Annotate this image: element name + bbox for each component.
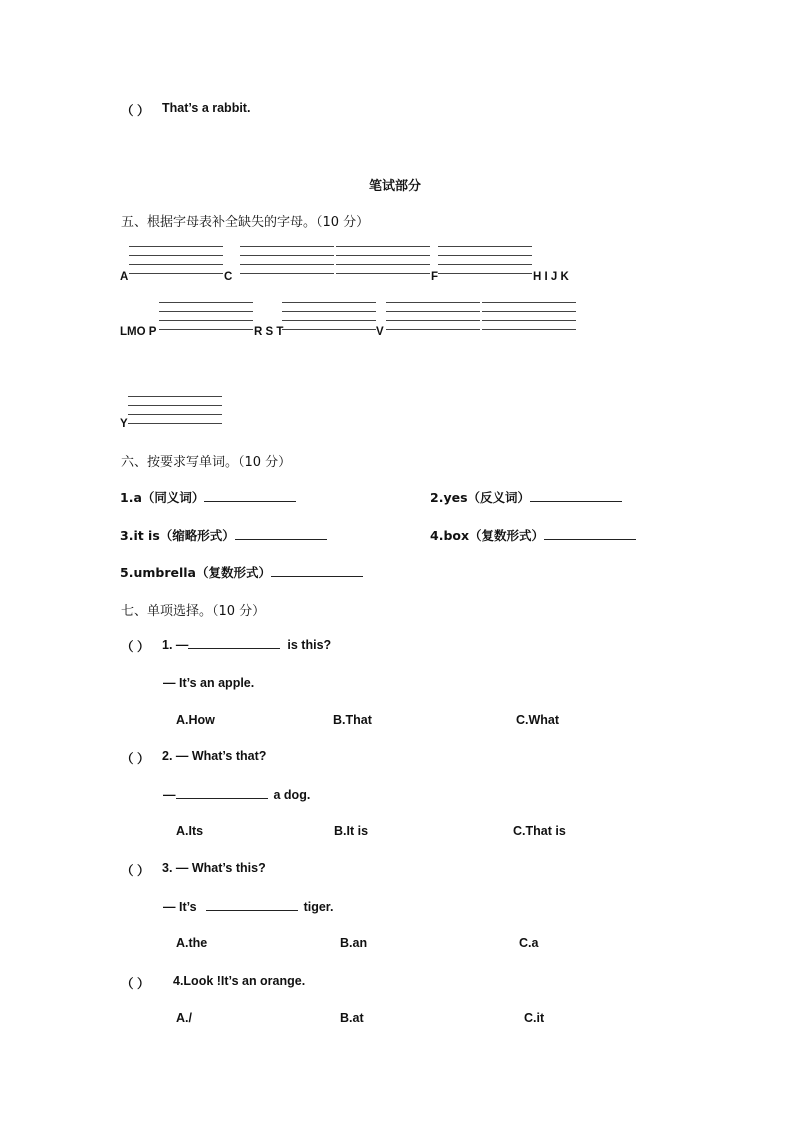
answer-blank[interactable] <box>530 490 622 502</box>
option-c[interactable]: C.it <box>524 1011 545 1025</box>
answer-blank[interactable] <box>271 565 363 577</box>
option-a[interactable]: A.How <box>176 713 215 727</box>
section-heading: 笔试部分 <box>369 179 422 194</box>
word-item-label: 1.a（同义词） <box>120 490 205 505</box>
answer-text: — It’s <box>163 900 197 914</box>
answer-blank[interactable] <box>176 787 268 799</box>
word-item <box>120 526 327 544</box>
stem-text: 1. — <box>162 638 189 652</box>
option-b[interactable]: B.It is <box>334 824 369 838</box>
letter-label: V <box>376 326 384 338</box>
writing-lines[interactable] <box>128 396 222 428</box>
writing-lines[interactable] <box>240 246 334 278</box>
answer-text: — <box>163 788 176 802</box>
writing-lines[interactable] <box>438 246 532 278</box>
question-paren: （ ） <box>121 864 150 878</box>
letter-label: H I J K <box>533 271 569 283</box>
writing-lines[interactable] <box>159 302 253 334</box>
option-b[interactable]: B.an <box>340 936 368 950</box>
question-paren: （ ） <box>121 640 150 654</box>
word-item-label: 2.yes（反义词） <box>430 490 531 505</box>
writing-lines[interactable] <box>129 246 223 278</box>
question-stem: 2. — What’s that? <box>162 749 267 763</box>
answer-blank[interactable] <box>188 637 280 649</box>
answer-blank[interactable] <box>206 899 298 911</box>
option-a[interactable]: A.Its <box>176 824 204 838</box>
word-item-label: 4.box（复数形式） <box>430 528 545 543</box>
question-text: That’s a rabbit. <box>162 101 251 115</box>
writing-lines[interactable] <box>336 246 430 278</box>
option-c[interactable]: C.a <box>519 936 539 950</box>
option-b[interactable]: B.at <box>340 1011 364 1025</box>
option-a[interactable]: A./ <box>176 1011 192 1025</box>
letter-label: R S T <box>254 326 284 338</box>
letter-label: A <box>120 271 129 283</box>
answer-line <box>163 899 333 914</box>
letter-label: F <box>431 271 439 283</box>
letter-label: C <box>224 271 233 283</box>
option-c[interactable]: C.That is <box>513 824 566 838</box>
word-item <box>430 526 636 544</box>
writing-lines[interactable] <box>482 302 576 334</box>
answer-blank[interactable] <box>544 528 636 540</box>
question-stem <box>162 637 331 652</box>
question-stem: 4.Look !It’s an orange. <box>173 974 306 988</box>
writing-lines[interactable] <box>386 302 480 334</box>
letter-label: Y <box>120 418 128 430</box>
word-item-label: 5.umbrella（复数形式） <box>120 565 271 580</box>
stem-text: is this? <box>287 638 332 652</box>
letter-label: LMO P <box>120 326 157 338</box>
section-7-title: 七、单项选择。（10 分） <box>121 604 266 619</box>
option-c[interactable]: C.What <box>516 713 560 727</box>
answer-text: tiger. <box>303 900 334 914</box>
answer-line <box>163 787 310 802</box>
question-paren: （ ） <box>121 752 150 766</box>
section-6-title: 六、按要求写单词。（10 分） <box>121 455 292 470</box>
word-item-label: 3.it is（缩略形式） <box>120 528 235 543</box>
question-paren: （ ） <box>121 977 150 991</box>
answer-line: — It’s an apple. <box>163 676 255 690</box>
answer-text: a dog. <box>273 788 311 802</box>
writing-lines[interactable] <box>282 302 376 334</box>
answer-blank[interactable] <box>235 528 327 540</box>
option-b[interactable]: B.That <box>333 713 372 727</box>
word-item <box>120 563 363 581</box>
section-5-title: 五、根据字母表补全缺失的字母。（10 分） <box>121 215 370 230</box>
question-stem: 3. — What’s this? <box>162 861 266 875</box>
option-a[interactable]: A.the <box>176 936 208 950</box>
word-item <box>120 488 296 506</box>
word-item <box>430 488 622 506</box>
question-paren: （ ） <box>121 104 150 118</box>
answer-blank[interactable] <box>204 490 296 502</box>
